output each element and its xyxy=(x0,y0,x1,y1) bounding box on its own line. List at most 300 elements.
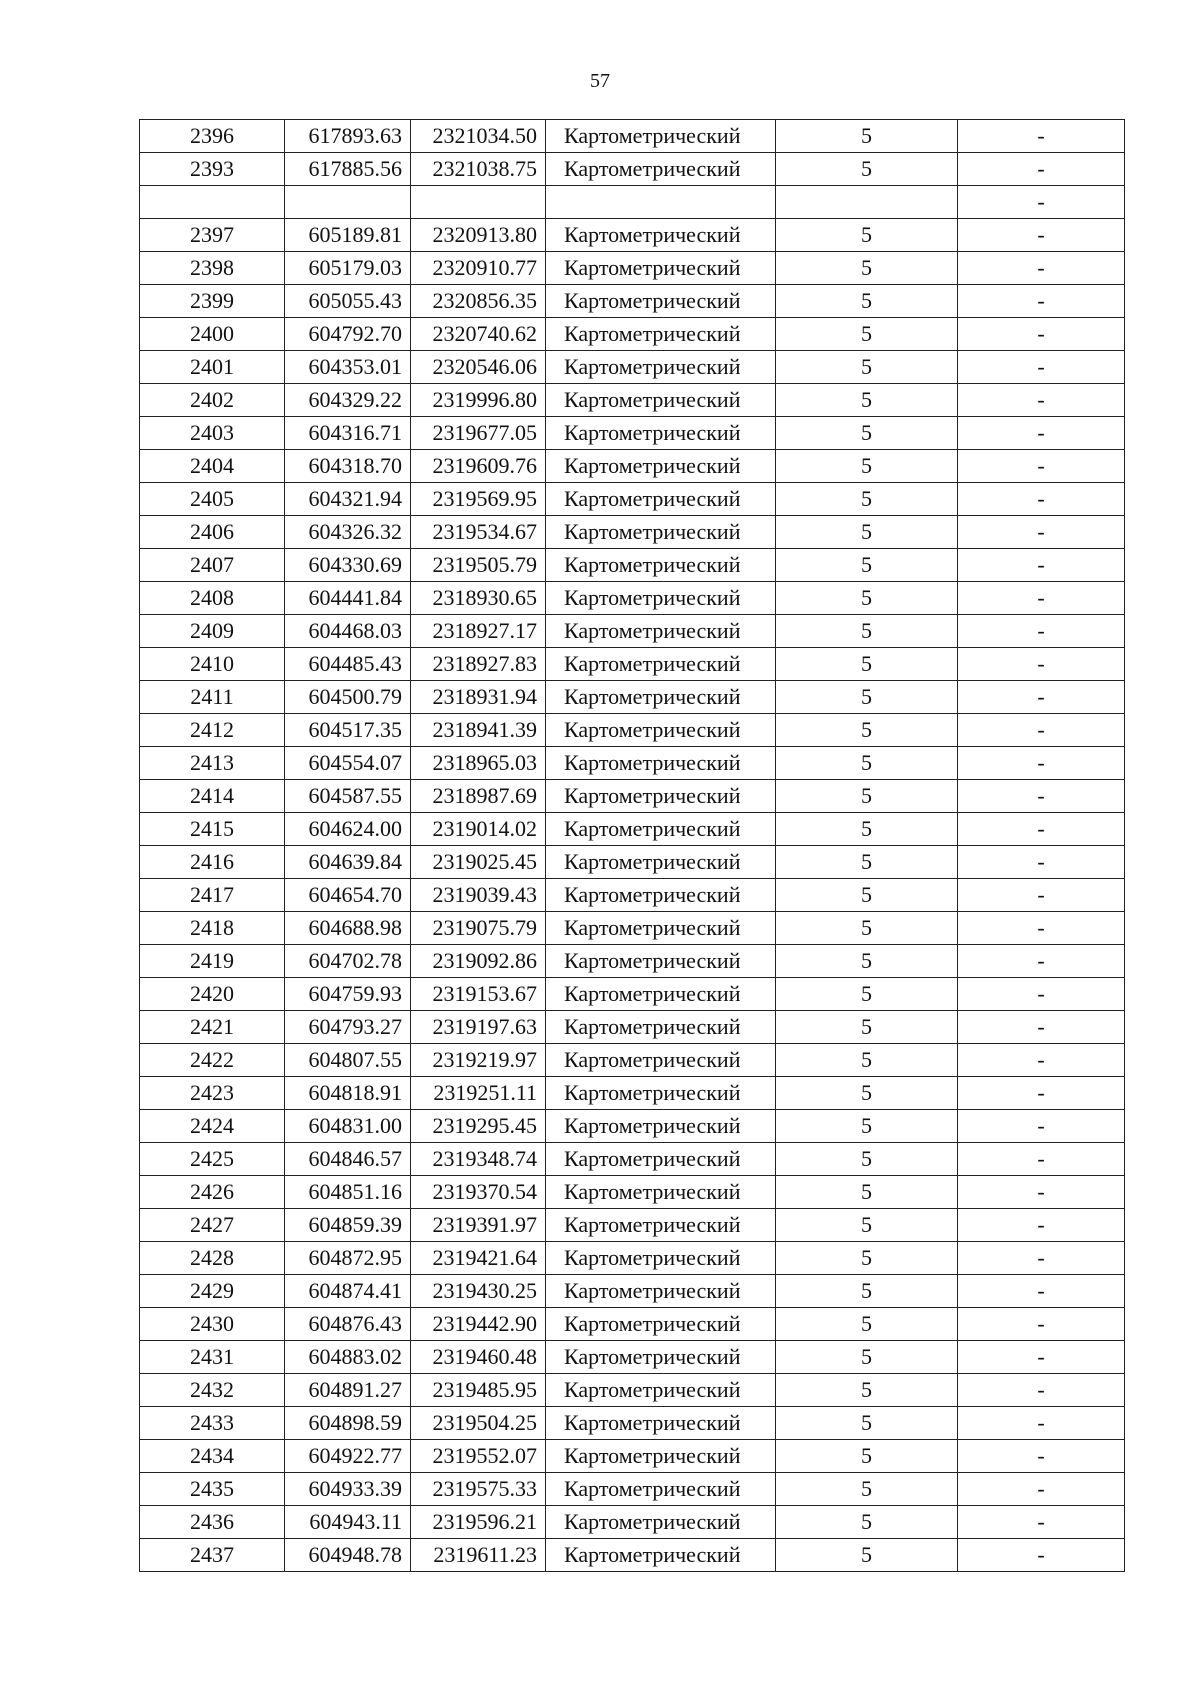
accuracy-cell: 5 xyxy=(776,285,958,318)
accuracy-cell: 5 xyxy=(776,813,958,846)
accuracy-cell: 5 xyxy=(776,582,958,615)
method-cell: Картометрический xyxy=(546,648,776,681)
method-cell: Картометрический xyxy=(546,879,776,912)
description-cell: - xyxy=(958,252,1125,285)
point-number-cell: 2433 xyxy=(140,1407,285,1440)
table-row xyxy=(140,1275,1125,1308)
x-coordinate-cell: 604948.78 xyxy=(285,1539,411,1572)
x-coordinate-cell: 604554.07 xyxy=(285,747,411,780)
accuracy-cell: 5 xyxy=(776,1176,958,1209)
description-cell: - xyxy=(958,219,1125,252)
table-row xyxy=(140,1110,1125,1143)
point-number-cell: 2431 xyxy=(140,1341,285,1374)
table-row xyxy=(140,813,1125,846)
method-cell: Картометрический xyxy=(546,153,776,186)
x-coordinate-cell: 604702.78 xyxy=(285,945,411,978)
table-row xyxy=(140,219,1125,252)
method-cell: Картометрический xyxy=(546,1407,776,1440)
point-number-cell: 2419 xyxy=(140,945,285,978)
table-row xyxy=(140,780,1125,813)
x-coordinate-cell: 605189.81 xyxy=(285,219,411,252)
method-cell: Картометрический xyxy=(546,450,776,483)
x-coordinate-cell: 604943.11 xyxy=(285,1506,411,1539)
accuracy-cell: 5 xyxy=(776,1308,958,1341)
table-row xyxy=(140,1077,1125,1110)
point-number-cell xyxy=(140,186,285,219)
accuracy-cell: 5 xyxy=(776,1506,958,1539)
method-cell: Картометрический xyxy=(546,1473,776,1506)
description-cell: - xyxy=(958,351,1125,384)
x-coordinate-cell: 604818.91 xyxy=(285,1077,411,1110)
y-coordinate-cell: 2319075.79 xyxy=(411,912,546,945)
y-coordinate-cell: 2319025.45 xyxy=(411,846,546,879)
method-cell: Картометрический xyxy=(546,1044,776,1077)
y-coordinate-cell: 2319485.95 xyxy=(411,1374,546,1407)
page-number: 57 xyxy=(590,70,610,92)
point-number-cell: 2425 xyxy=(140,1143,285,1176)
table-row xyxy=(140,615,1125,648)
description-cell: - xyxy=(958,1209,1125,1242)
y-coordinate-cell: 2320913.80 xyxy=(411,219,546,252)
y-coordinate-cell: 2319348.74 xyxy=(411,1143,546,1176)
table-row xyxy=(140,549,1125,582)
table-row xyxy=(140,747,1125,780)
accuracy-cell: 5 xyxy=(776,879,958,912)
accuracy-cell: 5 xyxy=(776,450,958,483)
method-cell: Картометрический xyxy=(546,1077,776,1110)
method-cell: Картометрический xyxy=(546,417,776,450)
y-coordinate-cell: 2319609.76 xyxy=(411,450,546,483)
description-cell: - xyxy=(958,1143,1125,1176)
table-row xyxy=(140,681,1125,714)
point-number-cell: 2418 xyxy=(140,912,285,945)
y-coordinate-cell: 2320546.06 xyxy=(411,351,546,384)
description-cell: - xyxy=(958,615,1125,648)
table-row xyxy=(140,1341,1125,1374)
accuracy-cell: 5 xyxy=(776,1077,958,1110)
table-row xyxy=(140,318,1125,351)
table-row xyxy=(140,945,1125,978)
description-cell: - xyxy=(958,1275,1125,1308)
point-number-cell: 2407 xyxy=(140,549,285,582)
y-coordinate-cell: 2319677.05 xyxy=(411,417,546,450)
x-coordinate-cell: 604831.00 xyxy=(285,1110,411,1143)
point-number-cell: 2436 xyxy=(140,1506,285,1539)
x-coordinate-cell: 617885.56 xyxy=(285,153,411,186)
x-coordinate-cell: 604468.03 xyxy=(285,615,411,648)
point-number-cell: 2430 xyxy=(140,1308,285,1341)
y-coordinate-cell: 2319611.23 xyxy=(411,1539,546,1572)
table-row xyxy=(140,1440,1125,1473)
table-row xyxy=(140,1407,1125,1440)
method-cell: Картометрический xyxy=(546,1341,776,1374)
point-number-cell: 2393 xyxy=(140,153,285,186)
y-coordinate-cell xyxy=(411,186,546,219)
point-number-cell: 2412 xyxy=(140,714,285,747)
y-coordinate-cell: 2318931.94 xyxy=(411,681,546,714)
point-number-cell: 2402 xyxy=(140,384,285,417)
coordinates-table-body xyxy=(140,120,1125,1572)
table-row xyxy=(140,879,1125,912)
accuracy-cell: 5 xyxy=(776,648,958,681)
y-coordinate-cell: 2319295.45 xyxy=(411,1110,546,1143)
accuracy-cell: 5 xyxy=(776,1407,958,1440)
accuracy-cell: 5 xyxy=(776,318,958,351)
accuracy-cell: 5 xyxy=(776,1440,958,1473)
y-coordinate-cell: 2319219.97 xyxy=(411,1044,546,1077)
x-coordinate-cell: 604587.55 xyxy=(285,780,411,813)
table-row xyxy=(140,1308,1125,1341)
description-cell: - xyxy=(958,153,1125,186)
y-coordinate-cell: 2318930.65 xyxy=(411,582,546,615)
x-coordinate-cell: 604922.77 xyxy=(285,1440,411,1473)
point-number-cell: 2399 xyxy=(140,285,285,318)
accuracy-cell: 5 xyxy=(776,1275,958,1308)
method-cell: Картометрический xyxy=(546,1374,776,1407)
accuracy-cell: 5 xyxy=(776,351,958,384)
y-coordinate-cell: 2319421.64 xyxy=(411,1242,546,1275)
x-coordinate-cell: 604441.84 xyxy=(285,582,411,615)
method-cell: Картометрический xyxy=(546,252,776,285)
point-number-cell: 2408 xyxy=(140,582,285,615)
point-number-cell: 2432 xyxy=(140,1374,285,1407)
accuracy-cell: 5 xyxy=(776,252,958,285)
method-cell: Картометрический xyxy=(546,351,776,384)
accuracy-cell: 5 xyxy=(776,615,958,648)
description-cell: - xyxy=(958,714,1125,747)
method-cell xyxy=(546,186,776,219)
x-coordinate-cell: 604688.98 xyxy=(285,912,411,945)
accuracy-cell xyxy=(776,186,958,219)
description-cell: - xyxy=(958,450,1125,483)
description-cell: - xyxy=(958,681,1125,714)
table-row xyxy=(140,1176,1125,1209)
method-cell: Картометрический xyxy=(546,681,776,714)
accuracy-cell: 5 xyxy=(776,1473,958,1506)
accuracy-cell: 5 xyxy=(776,1374,958,1407)
accuracy-cell: 5 xyxy=(776,1209,958,1242)
method-cell: Картометрический xyxy=(546,483,776,516)
x-coordinate-cell: 604500.79 xyxy=(285,681,411,714)
description-cell: - xyxy=(958,1341,1125,1374)
table-row xyxy=(140,1473,1125,1506)
x-coordinate-cell: 604330.69 xyxy=(285,549,411,582)
table-row xyxy=(140,1044,1125,1077)
method-cell: Картометрический xyxy=(546,1308,776,1341)
point-number-cell: 2398 xyxy=(140,252,285,285)
point-number-cell: 2405 xyxy=(140,483,285,516)
x-coordinate-cell: 617893.63 xyxy=(285,120,411,153)
point-number-cell: 2423 xyxy=(140,1077,285,1110)
accuracy-cell: 5 xyxy=(776,483,958,516)
y-coordinate-cell: 2318941.39 xyxy=(411,714,546,747)
method-cell: Картометрический xyxy=(546,945,776,978)
accuracy-cell: 5 xyxy=(776,780,958,813)
table-row xyxy=(140,582,1125,615)
y-coordinate-cell: 2319039.43 xyxy=(411,879,546,912)
description-cell: - xyxy=(958,516,1125,549)
x-coordinate-cell xyxy=(285,186,411,219)
method-cell: Картометрический xyxy=(546,582,776,615)
y-coordinate-cell: 2319505.79 xyxy=(411,549,546,582)
table-row xyxy=(140,351,1125,384)
point-number-cell: 2413 xyxy=(140,747,285,780)
y-coordinate-cell: 2318965.03 xyxy=(411,747,546,780)
description-cell: - xyxy=(958,582,1125,615)
x-coordinate-cell: 604654.70 xyxy=(285,879,411,912)
method-cell: Картометрический xyxy=(546,384,776,417)
x-coordinate-cell: 604517.35 xyxy=(285,714,411,747)
method-cell: Картометрический xyxy=(546,1506,776,1539)
description-cell: - xyxy=(958,1308,1125,1341)
x-coordinate-cell: 604883.02 xyxy=(285,1341,411,1374)
x-coordinate-cell: 604807.55 xyxy=(285,1044,411,1077)
description-cell: - xyxy=(958,1044,1125,1077)
description-cell: - xyxy=(958,186,1125,219)
point-number-cell: 2414 xyxy=(140,780,285,813)
point-number-cell: 2400 xyxy=(140,318,285,351)
method-cell: Картометрический xyxy=(546,318,776,351)
table-row xyxy=(140,846,1125,879)
coordinates-table xyxy=(139,119,1125,1572)
point-number-cell: 2411 xyxy=(140,681,285,714)
x-coordinate-cell: 604851.16 xyxy=(285,1176,411,1209)
description-cell: - xyxy=(958,1506,1125,1539)
y-coordinate-cell: 2321034.50 xyxy=(411,120,546,153)
table-row xyxy=(140,1011,1125,1044)
point-number-cell: 2422 xyxy=(140,1044,285,1077)
table-row xyxy=(140,252,1125,285)
point-number-cell: 2420 xyxy=(140,978,285,1011)
method-cell: Картометрический xyxy=(546,1110,776,1143)
point-number-cell: 2401 xyxy=(140,351,285,384)
point-number-cell: 2428 xyxy=(140,1242,285,1275)
point-number-cell: 2410 xyxy=(140,648,285,681)
method-cell: Картометрический xyxy=(546,1176,776,1209)
x-coordinate-cell: 604624.00 xyxy=(285,813,411,846)
table-row xyxy=(140,1209,1125,1242)
description-cell: - xyxy=(958,318,1125,351)
x-coordinate-cell: 604792.70 xyxy=(285,318,411,351)
method-cell: Картометрический xyxy=(546,516,776,549)
y-coordinate-cell: 2319370.54 xyxy=(411,1176,546,1209)
method-cell: Картометрический xyxy=(546,1242,776,1275)
y-coordinate-cell: 2318987.69 xyxy=(411,780,546,813)
y-coordinate-cell: 2319504.25 xyxy=(411,1407,546,1440)
table-row xyxy=(140,483,1125,516)
method-cell: Картометрический xyxy=(546,1440,776,1473)
x-coordinate-cell: 604639.84 xyxy=(285,846,411,879)
accuracy-cell: 5 xyxy=(776,978,958,1011)
accuracy-cell: 5 xyxy=(776,1242,958,1275)
y-coordinate-cell: 2319092.86 xyxy=(411,945,546,978)
method-cell: Картометрический xyxy=(546,285,776,318)
x-coordinate-cell: 604318.70 xyxy=(285,450,411,483)
accuracy-cell: 5 xyxy=(776,219,958,252)
description-cell: - xyxy=(958,1473,1125,1506)
description-cell: - xyxy=(958,1011,1125,1044)
table-row xyxy=(140,384,1125,417)
accuracy-cell: 5 xyxy=(776,516,958,549)
accuracy-cell: 5 xyxy=(776,1341,958,1374)
accuracy-cell: 5 xyxy=(776,1011,958,1044)
point-number-cell: 2435 xyxy=(140,1473,285,1506)
description-cell: - xyxy=(958,417,1125,450)
description-cell: - xyxy=(958,1539,1125,1572)
point-number-cell: 2429 xyxy=(140,1275,285,1308)
description-cell: - xyxy=(958,1407,1125,1440)
point-number-cell: 2406 xyxy=(140,516,285,549)
accuracy-cell: 5 xyxy=(776,1539,958,1572)
point-number-cell: 2403 xyxy=(140,417,285,450)
table-row xyxy=(140,516,1125,549)
y-coordinate-cell: 2320740.62 xyxy=(411,318,546,351)
method-cell: Картометрический xyxy=(546,549,776,582)
x-coordinate-cell: 604898.59 xyxy=(285,1407,411,1440)
table-row xyxy=(140,120,1125,153)
x-coordinate-cell: 604859.39 xyxy=(285,1209,411,1242)
table-row xyxy=(140,1374,1125,1407)
table-row xyxy=(140,1539,1125,1572)
description-cell: - xyxy=(958,483,1125,516)
method-cell: Картометрический xyxy=(546,615,776,648)
y-coordinate-cell: 2319442.90 xyxy=(411,1308,546,1341)
point-number-cell: 2421 xyxy=(140,1011,285,1044)
y-coordinate-cell: 2319153.67 xyxy=(411,978,546,1011)
method-cell: Картометрический xyxy=(546,1143,776,1176)
method-cell: Картометрический xyxy=(546,120,776,153)
point-number-cell: 2409 xyxy=(140,615,285,648)
accuracy-cell: 5 xyxy=(776,1110,958,1143)
y-coordinate-cell: 2318927.17 xyxy=(411,615,546,648)
description-cell: - xyxy=(958,1440,1125,1473)
table-row xyxy=(140,714,1125,747)
method-cell: Картометрический xyxy=(546,912,776,945)
method-cell: Картометрический xyxy=(546,1539,776,1572)
description-cell: - xyxy=(958,846,1125,879)
point-number-cell: 2397 xyxy=(140,219,285,252)
description-cell: - xyxy=(958,912,1125,945)
x-coordinate-cell: 604321.94 xyxy=(285,483,411,516)
y-coordinate-cell: 2319552.07 xyxy=(411,1440,546,1473)
accuracy-cell: 5 xyxy=(776,681,958,714)
accuracy-cell: 5 xyxy=(776,417,958,450)
accuracy-cell: 5 xyxy=(776,1044,958,1077)
accuracy-cell: 5 xyxy=(776,120,958,153)
method-cell: Картометрический xyxy=(546,1209,776,1242)
description-cell: - xyxy=(958,1077,1125,1110)
y-coordinate-cell: 2319197.63 xyxy=(411,1011,546,1044)
accuracy-cell: 5 xyxy=(776,945,958,978)
accuracy-cell: 5 xyxy=(776,153,958,186)
description-cell: - xyxy=(958,384,1125,417)
method-cell: Картометрический xyxy=(546,978,776,1011)
x-coordinate-cell: 604874.41 xyxy=(285,1275,411,1308)
point-number-cell: 2416 xyxy=(140,846,285,879)
y-coordinate-cell: 2320910.77 xyxy=(411,252,546,285)
point-number-cell: 2437 xyxy=(140,1539,285,1572)
point-number-cell: 2404 xyxy=(140,450,285,483)
description-cell: - xyxy=(958,879,1125,912)
table-row xyxy=(140,417,1125,450)
description-cell: - xyxy=(958,747,1125,780)
x-coordinate-cell: 604846.57 xyxy=(285,1143,411,1176)
accuracy-cell: 5 xyxy=(776,714,958,747)
x-coordinate-cell: 604353.01 xyxy=(285,351,411,384)
point-number-cell: 2426 xyxy=(140,1176,285,1209)
description-cell: - xyxy=(958,285,1125,318)
y-coordinate-cell: 2321038.75 xyxy=(411,153,546,186)
method-cell: Картометрический xyxy=(546,1275,776,1308)
method-cell: Картометрический xyxy=(546,846,776,879)
method-cell: Картометрический xyxy=(546,219,776,252)
method-cell: Картометрический xyxy=(546,747,776,780)
method-cell: Картометрический xyxy=(546,813,776,846)
x-coordinate-cell: 604891.27 xyxy=(285,1374,411,1407)
table-row xyxy=(140,186,1125,219)
y-coordinate-cell: 2319430.25 xyxy=(411,1275,546,1308)
description-cell: - xyxy=(958,1374,1125,1407)
x-coordinate-cell: 604872.95 xyxy=(285,1242,411,1275)
table-row xyxy=(140,153,1125,186)
accuracy-cell: 5 xyxy=(776,912,958,945)
point-number-cell: 2417 xyxy=(140,879,285,912)
y-coordinate-cell: 2319996.80 xyxy=(411,384,546,417)
x-coordinate-cell: 604316.71 xyxy=(285,417,411,450)
accuracy-cell: 5 xyxy=(776,384,958,417)
y-coordinate-cell: 2319460.48 xyxy=(411,1341,546,1374)
table-row xyxy=(140,912,1125,945)
y-coordinate-cell: 2320856.35 xyxy=(411,285,546,318)
x-coordinate-cell: 605055.43 xyxy=(285,285,411,318)
point-number-cell: 2396 xyxy=(140,120,285,153)
x-coordinate-cell: 604933.39 xyxy=(285,1473,411,1506)
table-row xyxy=(140,1242,1125,1275)
description-cell: - xyxy=(958,1110,1125,1143)
table-row xyxy=(140,450,1125,483)
description-cell: - xyxy=(958,1176,1125,1209)
x-coordinate-cell: 604876.43 xyxy=(285,1308,411,1341)
x-coordinate-cell: 604485.43 xyxy=(285,648,411,681)
table-row xyxy=(140,1506,1125,1539)
y-coordinate-cell: 2319569.95 xyxy=(411,483,546,516)
table-row xyxy=(140,978,1125,1011)
table-row xyxy=(140,285,1125,318)
description-cell: - xyxy=(958,978,1125,1011)
accuracy-cell: 5 xyxy=(776,747,958,780)
x-coordinate-cell: 604326.32 xyxy=(285,516,411,549)
accuracy-cell: 5 xyxy=(776,549,958,582)
y-coordinate-cell: 2319251.11 xyxy=(411,1077,546,1110)
y-coordinate-cell: 2319391.97 xyxy=(411,1209,546,1242)
accuracy-cell: 5 xyxy=(776,1143,958,1176)
point-number-cell: 2415 xyxy=(140,813,285,846)
description-cell: - xyxy=(958,120,1125,153)
x-coordinate-cell: 604329.22 xyxy=(285,384,411,417)
description-cell: - xyxy=(958,1242,1125,1275)
accuracy-cell: 5 xyxy=(776,846,958,879)
point-number-cell: 2434 xyxy=(140,1440,285,1473)
method-cell: Картометрический xyxy=(546,1011,776,1044)
y-coordinate-cell: 2319014.02 xyxy=(411,813,546,846)
method-cell: Картометрический xyxy=(546,714,776,747)
y-coordinate-cell: 2318927.83 xyxy=(411,648,546,681)
description-cell: - xyxy=(958,813,1125,846)
point-number-cell: 2427 xyxy=(140,1209,285,1242)
description-cell: - xyxy=(958,648,1125,681)
description-cell: - xyxy=(958,945,1125,978)
description-cell: - xyxy=(958,780,1125,813)
